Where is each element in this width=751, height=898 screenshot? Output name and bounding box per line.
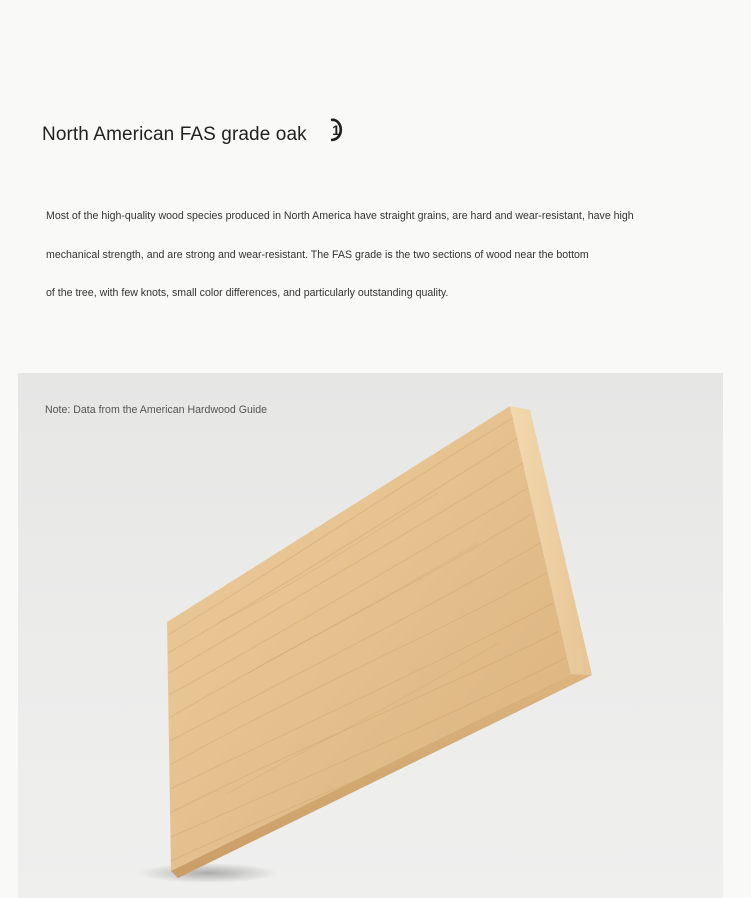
- badge-number: 1: [331, 122, 340, 138]
- description-line-1: Most of the high-quality wood species produced in North America have straight grains, are hard and wear-resistant, have high: [46, 210, 634, 222]
- page-title: North American FAS grade oak: [42, 124, 307, 145]
- description: [46, 197, 686, 313]
- data-source-note: Note: Data from the American Hardwood Guide: [45, 404, 267, 416]
- product-image-panel: [18, 373, 723, 898]
- description-line-2: mechanical strength, and are strong and wear-resistant. The FAS grade is the two sections of wood near the bottom: [46, 248, 589, 261]
- number-badge-icon: [327, 116, 347, 144]
- section-heading: [42, 114, 347, 146]
- oak-board-image: [18, 373, 723, 898]
- description-line-3: of the tree, with few knots, small color differences, and particularly outstanding quality.: [46, 287, 449, 299]
